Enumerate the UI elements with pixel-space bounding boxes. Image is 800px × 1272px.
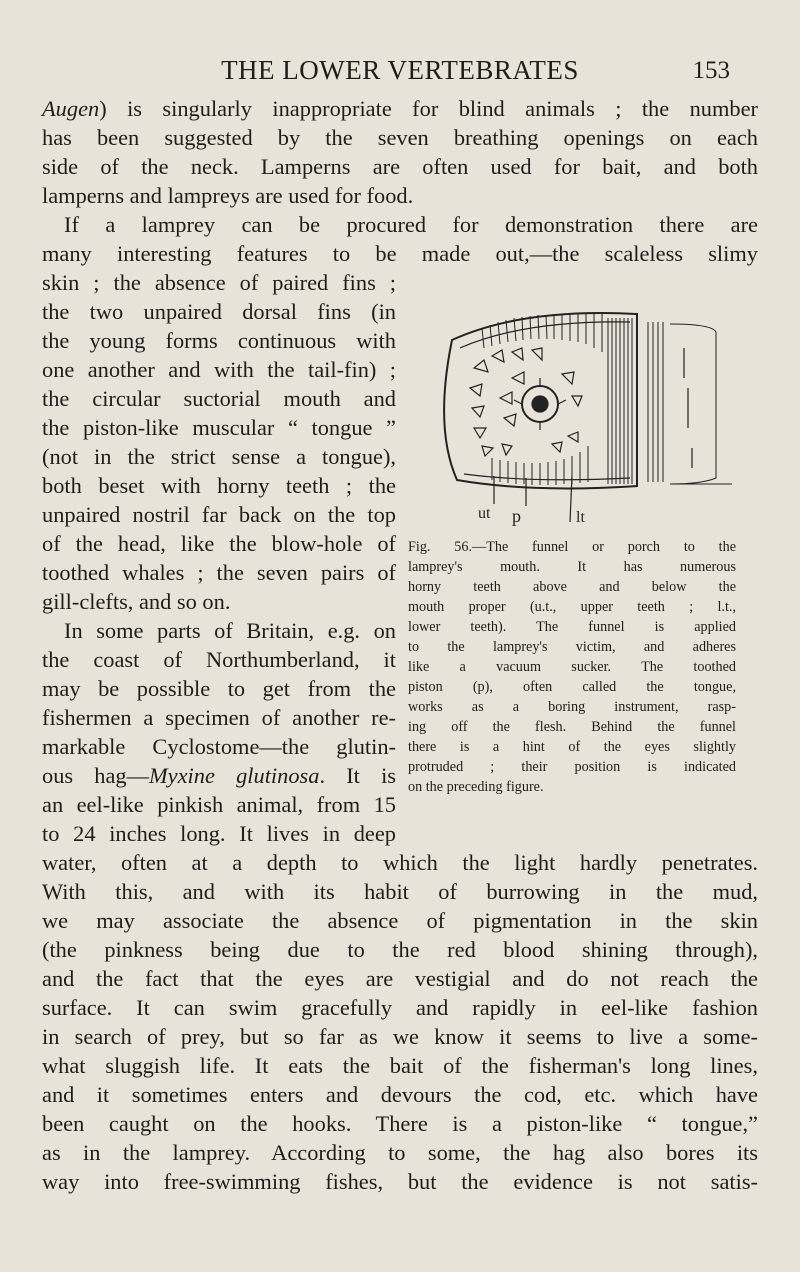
figure-caption-line: lower teeth). The funnel is applied [408,619,736,635]
text-line: markable Cyclostome—the glutin- [42,734,396,759]
text-line: in search of prey, but so far as we know it seems to live a some- [42,1024,758,1049]
figure-caption-line: like a vacuum sucker. The toothed [408,659,736,675]
text-line: If a lamprey can be procured for demonstration there are [64,212,758,237]
text-line: side of the neck. Lamperns are often used for bait, and both [42,154,758,179]
text-line: the circular suctorial mouth and [42,386,396,411]
text-line: what sluggish life. It eats the bait of the fisherman's long lines, [42,1053,758,1078]
text-line: and the fact that the eyes are vestigial and do not reach the [42,966,758,991]
figure-caption-line: ing off the flesh. Behind the funnel [408,719,736,735]
text-line: the coast of Northumberland, it [42,647,396,672]
text-line: With this, and with its habit of burrowing in the mud, [42,879,758,904]
text-line: (the pinkness being due to the red blood shining through), [42,937,758,962]
figure-caption-line: piston (p), often called the tongue, [408,679,736,695]
text-line: toothed whales ; the seven pairs of [42,560,396,585]
text-line: skin ; the absence of paired fins ; [42,270,396,295]
text-line: lamperns and lampreys are used for food. [42,183,414,208]
text-line: and it sometimes enters and devours the cod, etc. which have [42,1082,758,1107]
label-lt: lt [576,509,585,526]
text-line: the piston-like muscular “ tongue ” [42,415,396,440]
figure-caption-line: on the preceding figure. [408,779,544,795]
text-line: the two unpaired dorsal fins (in [42,299,396,324]
text-line: fishermen a specimen of another re- [42,705,396,730]
text-line: gill-clefts, and so on. [42,589,231,614]
text-line: many interesting features to be made out,—the scaleless slimy [42,241,758,266]
text-line: Augen) is singularly inappropriate for blind animals ; the number [42,96,758,121]
running-header [0,55,800,95]
text-line: unpaired nostril far back on the top [42,502,396,527]
italic-word: Augen [42,96,100,121]
text-line: ous hag—Myxine glutinosa. It is [42,763,397,788]
text-line: both beset with horny teeth ; the [42,473,396,498]
label-ut: ut [478,505,491,522]
species-name: Myxine glutinosa [149,763,320,788]
text-line: of the head, like the blow-hole of [42,531,396,556]
figure-caption-line: Fig. 56.—The funnel or porch to the [408,539,736,555]
running-title: THE LOWER VERTEBRATES [221,55,579,85]
figure-caption-line: lamprey's mouth. It has numerous [408,559,736,575]
text-line: has been suggested by the seven breathing openings on each [42,125,758,150]
text-line: we may associate the absence of pigmentation in the skin [42,908,758,933]
lamprey-mouth-drawing [412,308,736,528]
figure-caption-line: to the lamprey's victim, and adheres [408,639,736,655]
text-line: been caught on the hooks. There is a piston-like “ tongue,” [42,1111,758,1136]
figure-caption-line: protruded ; their position is indicated [408,759,736,775]
page-number: 153 [692,57,730,84]
text-line: the young forms continuous with [42,328,396,353]
lamprey-mouth-illustration [412,308,736,528]
text-line: to 24 inches long. It lives in deep [42,821,396,846]
label-p: p [512,506,521,526]
figure-caption-line: horny teeth above and below the [408,579,736,595]
text-line: may be possible to get from the [42,676,396,701]
text-line: as in the lamprey. According to some, the hag also bores its [42,1140,758,1165]
text-line: water, often at a depth to which the light hardly penetrates. [42,850,758,875]
text-line: (not in the strict sense a tongue), [42,444,396,469]
text-line: an eel-like pinkish animal, from 15 [42,792,396,817]
figure-caption-line: there is a hint of the eyes slightly [408,739,736,755]
text-line: way into free-swimming fishes, but the evidence is not satis- [42,1169,758,1194]
figure-caption-line: works as a boring instrument, rasp- [408,699,736,715]
text-line: In some parts of Britain, e.g. on [64,618,396,643]
figure-caption-line: mouth proper (u.t., upper teeth ; l.t., [408,599,736,615]
text-line: surface. It can swim gracefully and rapidly in eel-like fashion [42,995,758,1020]
text-line: one another and with the tail-fin) ; [42,357,396,382]
